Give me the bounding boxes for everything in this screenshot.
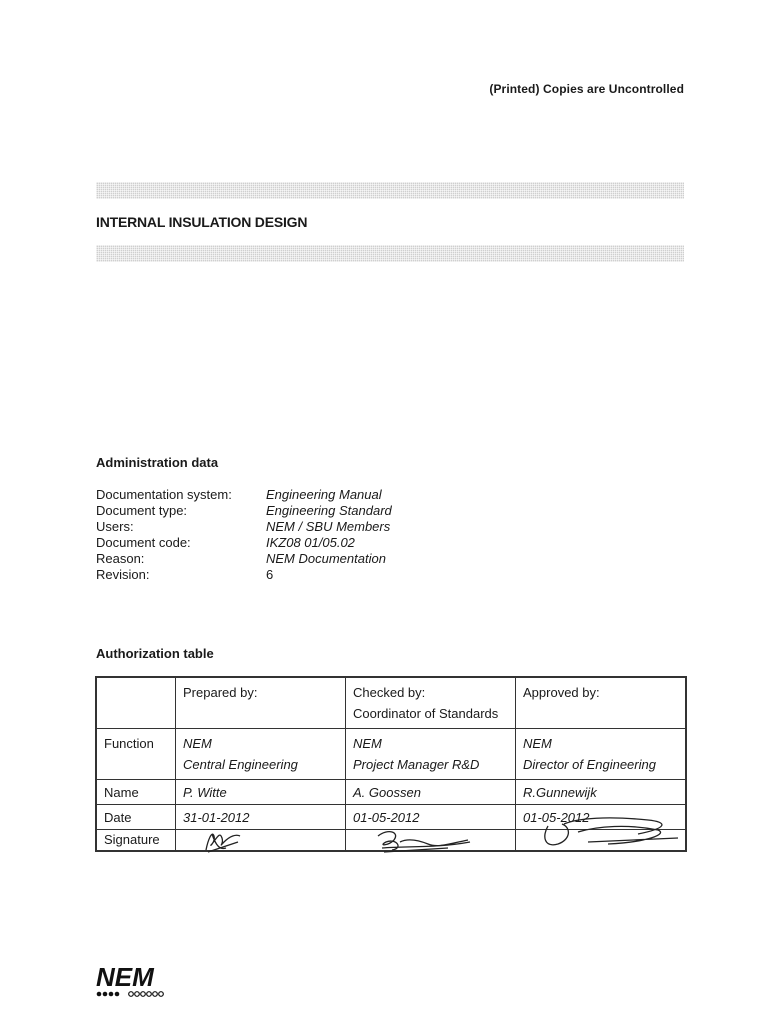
admin-value-revision: 6 [266, 567, 274, 582]
title-band-top [96, 182, 684, 199]
prepared-by-label: Prepared by: [183, 685, 258, 700]
admin-label: Document code: [96, 535, 191, 550]
admin-row-users [96, 519, 516, 535]
admin-row-reason [96, 551, 516, 567]
function-prepared [176, 729, 346, 780]
table-cell-prepared-header [176, 677, 346, 729]
name-prepared: P. Witte [176, 780, 346, 805]
signature-approved-icon [518, 808, 688, 848]
function-prepared-org: NEM [183, 736, 212, 751]
function-approved-role: Director of Engineering [523, 757, 656, 772]
admin-row-revision [96, 567, 516, 583]
function-checked-org: NEM [353, 736, 382, 751]
nem-logo-icon [96, 962, 176, 1000]
table-cell-checked-header [346, 677, 516, 729]
function-checked [346, 729, 516, 780]
document-title: INTERNAL INSULATION DESIGN [96, 214, 308, 230]
admin-value: Engineering Manual [266, 487, 382, 502]
admin-label: Users: [96, 519, 134, 534]
table-cell-empty [96, 677, 176, 729]
admin-value: NEM / SBU Members [266, 519, 391, 534]
admin-label: Documentation system: [96, 487, 232, 502]
table-row-function [96, 729, 686, 780]
table-row-name [96, 780, 686, 805]
signature-checked-icon [348, 822, 508, 856]
date-approved: 01-05-2012 [516, 805, 687, 830]
name-label: Name [96, 780, 176, 805]
function-prepared-role: Central Engineering [183, 757, 298, 772]
date-label: Date [96, 805, 176, 830]
signature-prepared-icon [178, 822, 278, 856]
authorization-heading: Authorization table [96, 646, 214, 661]
administration-list [96, 487, 516, 583]
admin-value: Engineering Standard [266, 503, 392, 518]
nem-logo [96, 962, 176, 1005]
checked-by-label: Checked by: [353, 685, 426, 700]
admin-label: Document type: [96, 503, 188, 518]
approved-by-label: Approved by: [523, 685, 600, 700]
date-checked: 01-05-2012 [346, 805, 516, 830]
signature-checked [346, 830, 516, 852]
date-prepared: 31-01-2012 [176, 805, 346, 830]
function-approved [516, 729, 687, 780]
admin-label: Revision: [96, 567, 150, 582]
table-cell-approved-header [516, 677, 687, 729]
admin-value: NEM Documentation [266, 551, 386, 566]
uncontrolled-notice: (Printed) Copies are Uncontrolled [489, 82, 684, 96]
table-row-signature [96, 830, 686, 852]
function-approved-org: NEM [523, 736, 552, 751]
admin-row-documentation-system [96, 487, 516, 503]
admin-row-document-code [96, 535, 516, 551]
administration-heading: Administration data [96, 455, 219, 470]
nem-logo-text: NEM [96, 962, 154, 992]
title-band-bottom [96, 245, 684, 262]
signature-label: Signature [96, 830, 176, 852]
admin-value: IKZ08 01/05.02 [266, 535, 355, 550]
checked-by-role: Coordinator of Standards [353, 706, 499, 721]
admin-label: Reason: [96, 551, 145, 566]
function-checked-role: Project Manager R&D [353, 757, 480, 772]
authorization-table [95, 676, 687, 852]
table-row-header [96, 677, 686, 729]
name-checked: A. Goossen [346, 780, 516, 805]
name-approved: R.Gunnewijk [516, 780, 687, 805]
function-label: Function [96, 729, 176, 780]
signature-prepared [176, 830, 346, 852]
signature-approved [516, 830, 687, 852]
admin-row-document-type [96, 503, 516, 519]
